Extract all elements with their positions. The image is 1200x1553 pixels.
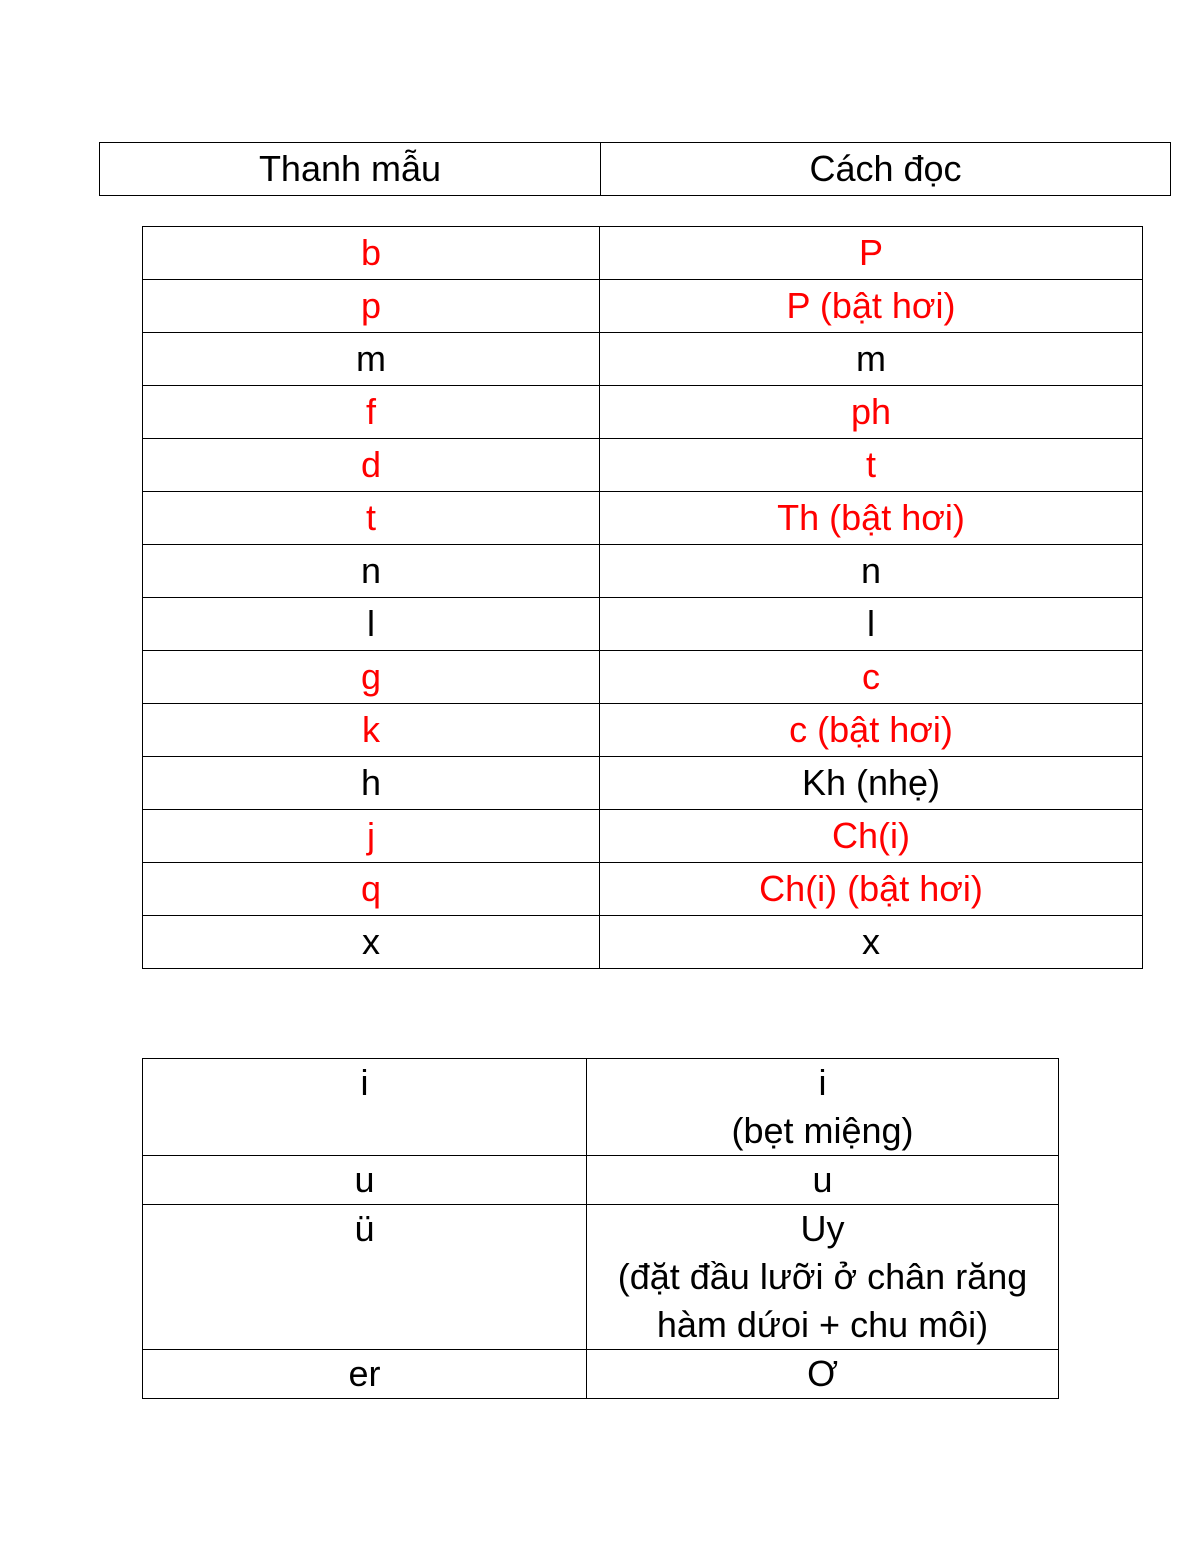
vowel-reading — [587, 1350, 1059, 1399]
consonant-reading: m — [600, 333, 1143, 386]
vowel-reading-line: u — [812, 1159, 833, 1200]
table-row — [143, 439, 1143, 492]
vowel-symbol: ü — [143, 1205, 587, 1350]
consonant-symbol: m — [143, 333, 600, 386]
vowel-reading-line: (bẹt miệng) — [731, 1110, 914, 1151]
header-row — [100, 143, 1171, 196]
vowel-reading-line: i — [818, 1062, 827, 1103]
consonant-table — [142, 226, 1143, 969]
vowel-reading — [587, 1205, 1059, 1350]
consonant-symbol: g — [143, 651, 600, 704]
vowel-table-body — [143, 1059, 1059, 1399]
consonant-symbol: k — [143, 704, 600, 757]
table-row — [143, 1350, 1059, 1399]
consonant-symbol: d — [143, 439, 600, 492]
table-row — [143, 757, 1143, 810]
header-cell-initial: Thanh mẫu — [100, 143, 601, 196]
consonant-reading: Ch(i) — [600, 810, 1143, 863]
vowel-reading-line: Uy — [800, 1208, 845, 1249]
consonant-reading: c — [600, 651, 1143, 704]
table-row — [143, 863, 1143, 916]
consonant-reading: P — [600, 227, 1143, 280]
vowel-reading — [587, 1156, 1059, 1205]
consonant-reading: l — [600, 598, 1143, 651]
vowel-reading-line: (đặt đầu lưỡi ở chân răng — [617, 1256, 1028, 1297]
table-row — [143, 545, 1143, 598]
table-row — [143, 598, 1143, 651]
table-row — [143, 492, 1143, 545]
consonant-reading: Ch(i) (bật hơi) — [600, 863, 1143, 916]
consonant-table-body — [143, 227, 1143, 969]
consonant-symbol: x — [143, 916, 600, 969]
consonant-reading: Th (bật hơi) — [600, 492, 1143, 545]
vowel-reading-line: Ơ — [807, 1353, 838, 1394]
vowel-symbol: u — [143, 1156, 587, 1205]
consonant-symbol: f — [143, 386, 600, 439]
consonant-symbol: b — [143, 227, 600, 280]
vowel-symbol: er — [143, 1350, 587, 1399]
table-row — [143, 333, 1143, 386]
table-row — [143, 810, 1143, 863]
consonant-reading: ph — [600, 386, 1143, 439]
consonant-reading: n — [600, 545, 1143, 598]
table-row — [143, 227, 1143, 280]
consonant-symbol: l — [143, 598, 600, 651]
consonant-symbol: p — [143, 280, 600, 333]
consonant-reading: x — [600, 916, 1143, 969]
consonant-symbol: n — [143, 545, 600, 598]
table-row — [143, 704, 1143, 757]
table-row — [143, 1205, 1059, 1350]
consonant-symbol: t — [143, 492, 600, 545]
consonant-symbol: h — [143, 757, 600, 810]
vowel-symbol: i — [143, 1059, 587, 1156]
consonant-reading: P (bật hơi) — [600, 280, 1143, 333]
table-row — [143, 386, 1143, 439]
consonant-reading: Kh (nhẹ) — [600, 757, 1143, 810]
table-row — [143, 1156, 1059, 1205]
table-row — [143, 280, 1143, 333]
vowel-reading — [587, 1059, 1059, 1156]
table-row — [143, 1059, 1059, 1156]
header-table — [99, 142, 1171, 196]
table-row — [143, 916, 1143, 969]
header-cell-reading: Cách đọc — [601, 143, 1171, 196]
consonant-reading: c (bật hơi) — [600, 704, 1143, 757]
consonant-reading: t — [600, 439, 1143, 492]
vowel-table — [142, 1058, 1059, 1399]
consonant-symbol: q — [143, 863, 600, 916]
vowel-reading-line: hàm dứoi + chu môi) — [656, 1304, 989, 1345]
consonant-symbol: j — [143, 810, 600, 863]
table-row — [143, 651, 1143, 704]
